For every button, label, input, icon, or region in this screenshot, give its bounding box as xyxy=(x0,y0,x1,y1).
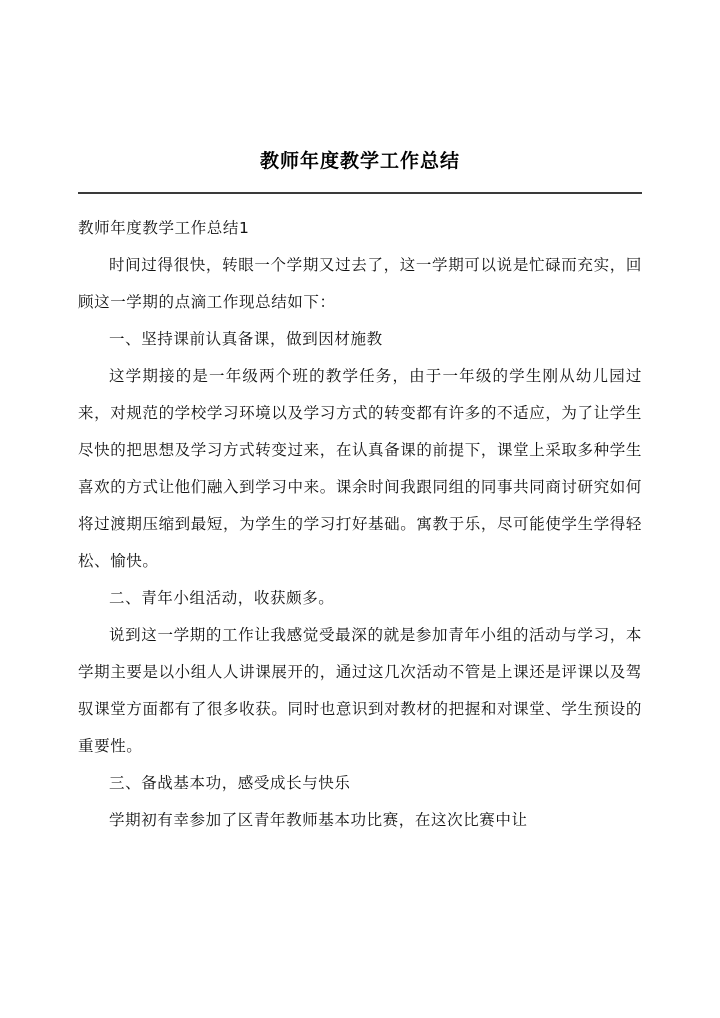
paragraph: 说到这一学期的工作让我感觉受最深的就是参加青年小组的活动与学习，本学期主要是以小组人人讲课展开的，通过这几次活动不管是上课还是评课以及驾驭课堂方面都有了很多收获。同时也意识到对教材的把握和对课堂、学生预设的重要性。 xyxy=(78,625,642,755)
paragraph: 学期初有幸参加了区青年教师基本功比赛，在这次比赛中让 xyxy=(109,810,528,829)
paragraph: 时间过得很快，转眼一个学期又过去了，这一学期可以说是忙碌而充实，回顾这一学期的点滴工作现总结如下： xyxy=(78,255,642,311)
page-title: 教师年度教学工作总结 xyxy=(259,150,460,172)
document-body xyxy=(78,210,642,839)
title-divider xyxy=(78,192,642,194)
section-heading-two: 二、青年小组活动，收获颇多。 xyxy=(109,588,335,607)
document-subtitle: 教师年度教学工作总结1 xyxy=(78,218,250,237)
document-content xyxy=(78,0,642,839)
section-heading-one: 一、坚持课前认真备课，做到因材施教 xyxy=(109,329,383,348)
paragraph: 这学期接的是一年级两个班的教学任务，由于一年级的学生刚从幼儿园过来，对规范的学校学习环境以及学习方式的转变都有许多的不适应，为了让学生尽快的把思想及学习方式转变过来，在认真备课的前提下，课堂上采取多种学生喜欢的方式让他们融入到学习中来。课余时间我跟同组的同事共同商讨研究如何将过渡期压缩到最短，为学生的学习打好基础。寓教于乐，尽可能使学生学得轻松、愉快。 xyxy=(78,366,642,570)
section-heading-three: 三、备战基本功，感受成长与快乐 xyxy=(109,773,351,792)
